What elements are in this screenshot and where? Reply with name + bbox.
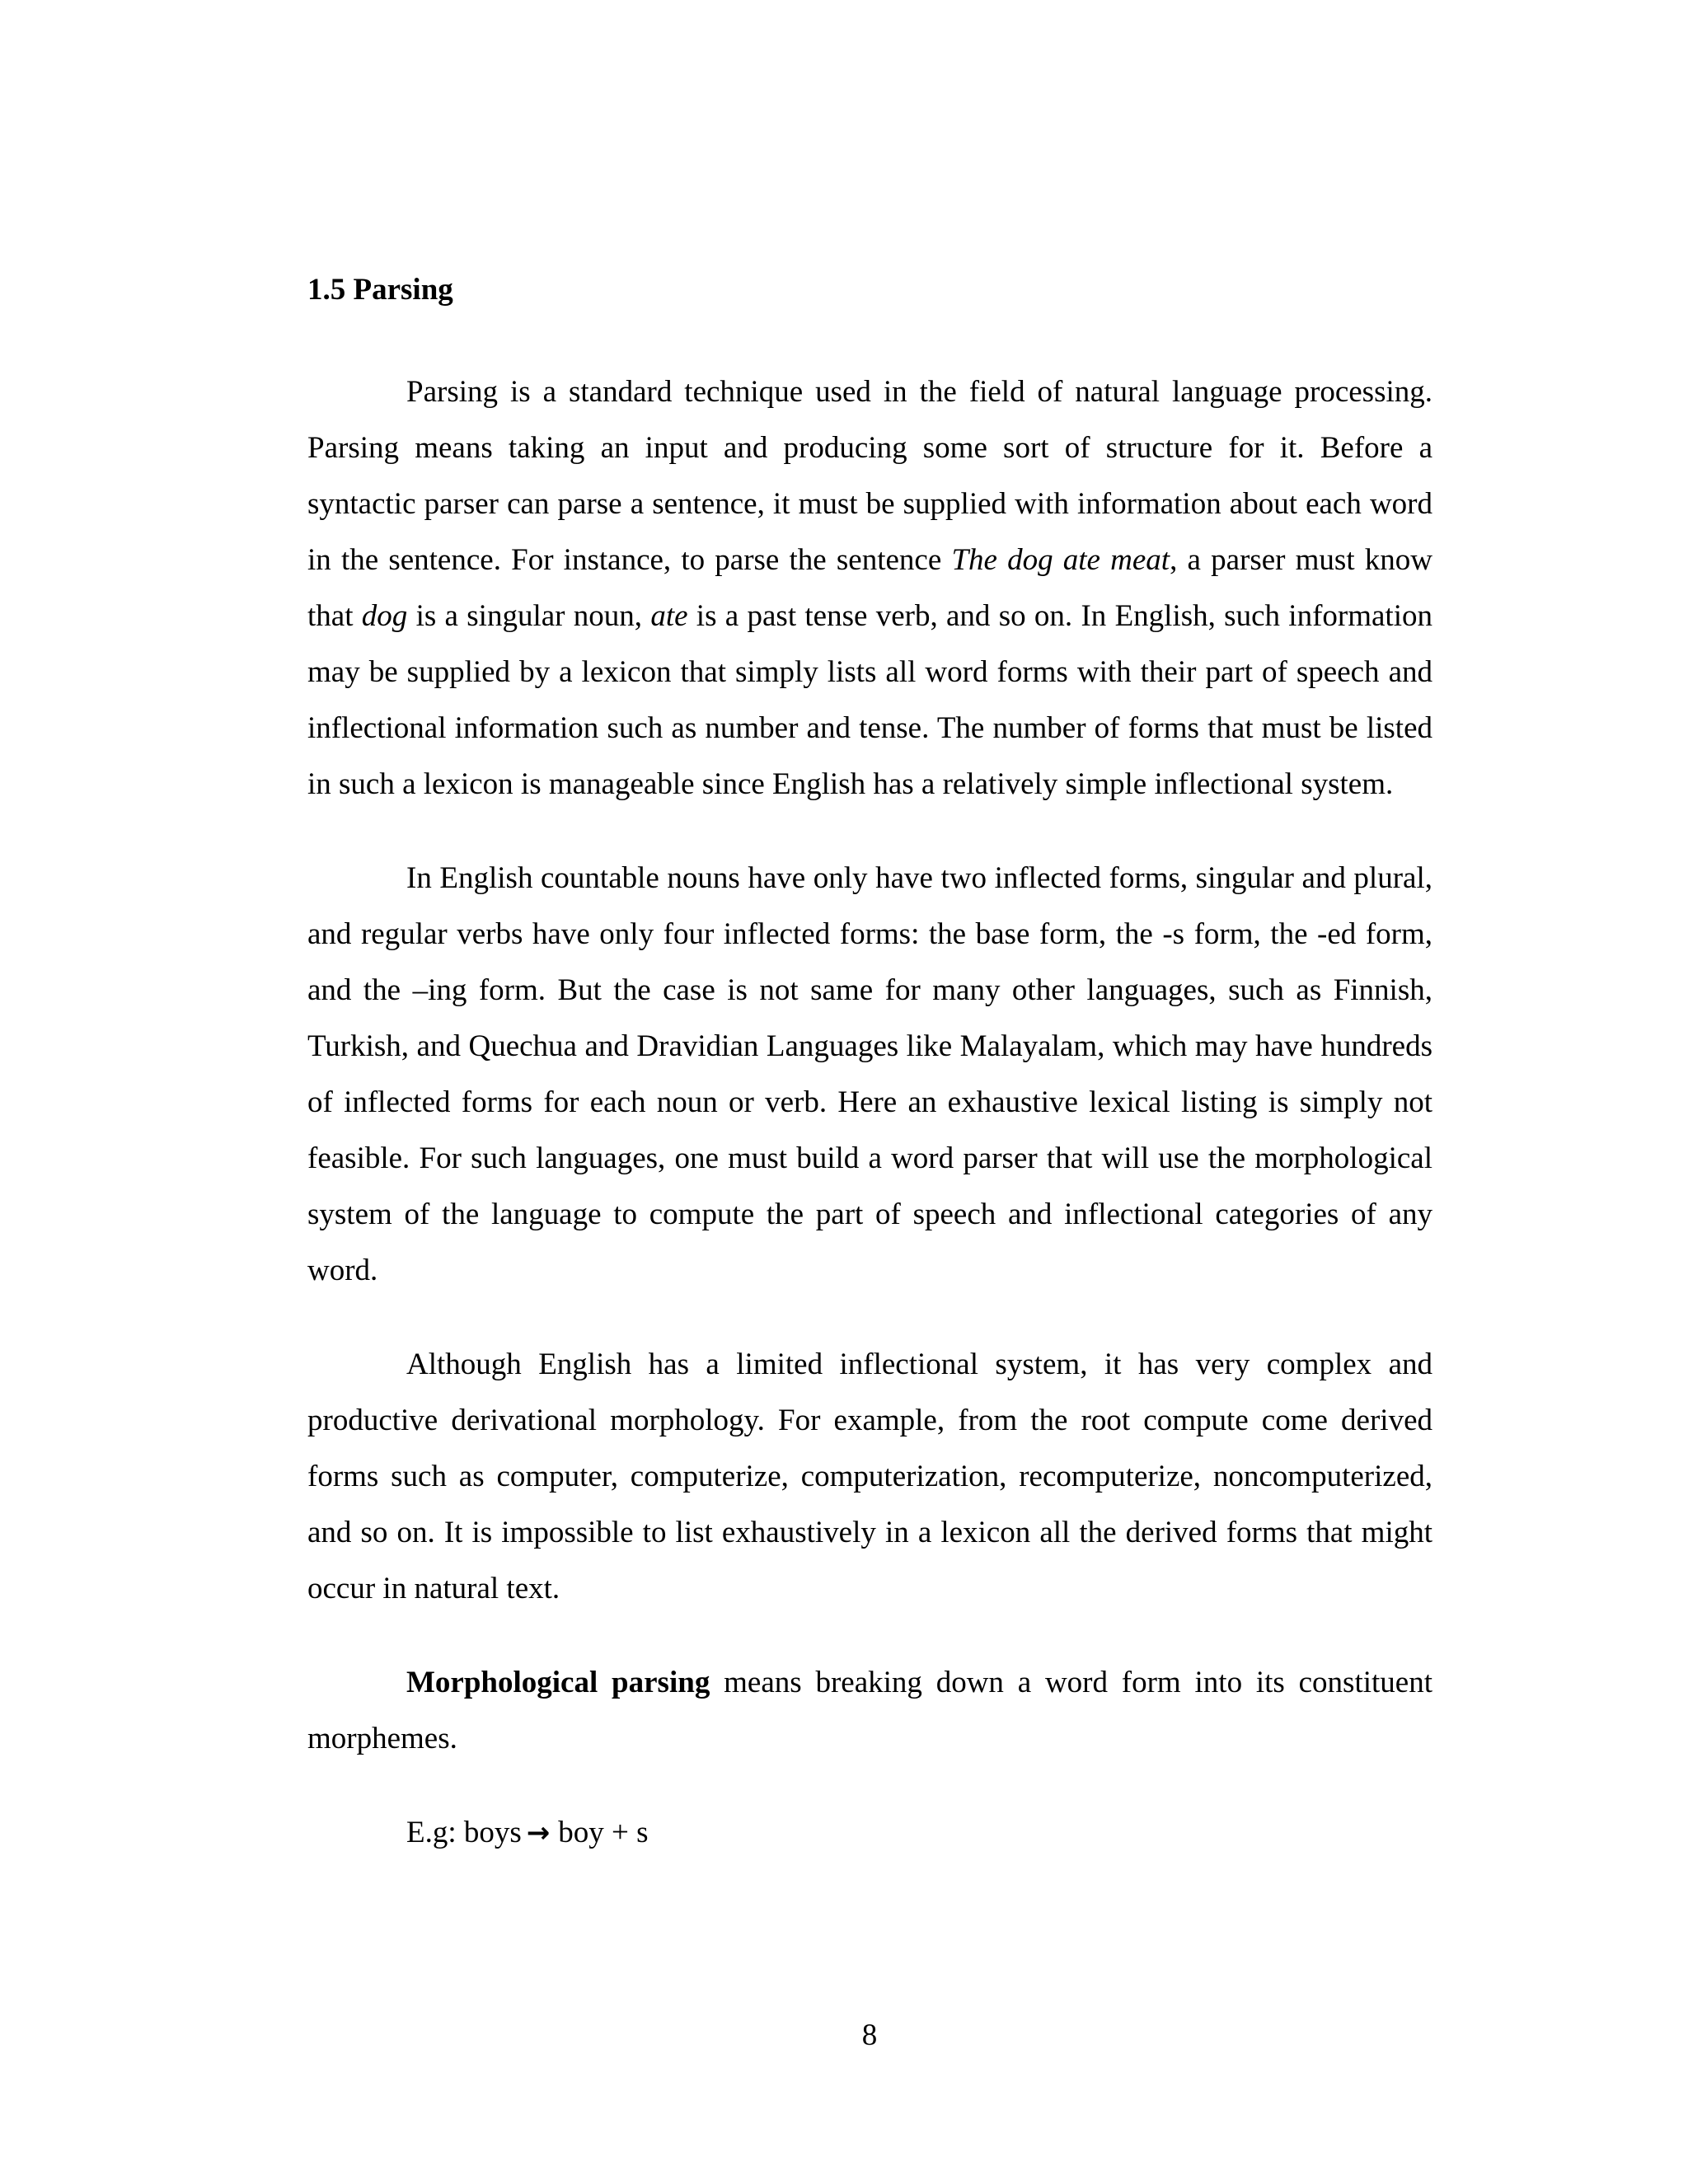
paragraph-text: , a parser must know that bbox=[307, 543, 1432, 633]
example-word-dog: dog bbox=[361, 599, 408, 633]
paragraph-parsing-intro bbox=[307, 364, 1432, 813]
paragraph-text: is a past tense verb, and so on. In English, such information may be supplied by a lexicon that simply lists all word forms with their part of speech and inflectional information such as number and tense. The number of forms that must be listed in such a lexicon is manageable since English has a relatively simple inflectional system. bbox=[307, 599, 1432, 801]
paragraph-morphological-parsing bbox=[307, 1655, 1432, 1767]
example-word-ate: ate bbox=[650, 599, 688, 633]
paragraph-text: means breaking down a word form into its constituent morphemes. bbox=[307, 1666, 1432, 1755]
page-number: 8 bbox=[861, 2018, 878, 2052]
page-content bbox=[307, 272, 1432, 1861]
term-morphological-parsing: Morphological parsing bbox=[406, 1666, 710, 1699]
paragraph-text: Parsing is a standard technique used in the field of natural language processing. Parsing means taking an input and producing some sort of structure for it. Before a syntactic parser can parse a sentence, it must be supplied with information about each word in the sentence. For instance, to parse the sentence bbox=[307, 375, 1432, 577]
example-sentence: The dog ate meat bbox=[951, 543, 1170, 577]
paragraph-text: is a singular noun, bbox=[407, 599, 651, 633]
paragraph-inflection: In English countable nouns have only have two inflected forms, singular and plural, and regular verbs have only four inflected forms: the base form, the -s form, the -ed form, and the –ing form. But the case is not same for many other languages, such as Finnish, Turkish, and Quechua and Dravidian Languages like Malayalam, which may have hundreds of inflected forms for each noun or verb. Here an exhaustive lexical listing is simply not feasible. For such languages, one must build a word parser that will use the morphological system of the language to compute the part of speech and inflectional categories of any word. bbox=[307, 861, 1432, 1287]
example-output: boy + s bbox=[558, 1816, 649, 1849]
section-heading: 1.5 Parsing bbox=[307, 273, 453, 307]
paragraph-derivation: Although English has a limited inflectional system, it has very complex and productive derivational morphology. For example, from the root compute come derived forms such as computer, computerize, computerization, recomputerize, noncomputerized, and so on. It is impossible to list exhaustively in a lexicon all the derived forms that might occur in natural text. bbox=[307, 1347, 1432, 1605]
example-line bbox=[307, 1805, 1432, 1861]
right-arrow-icon: → bbox=[526, 1816, 551, 1849]
example-input: E.g: boys bbox=[406, 1816, 522, 1849]
